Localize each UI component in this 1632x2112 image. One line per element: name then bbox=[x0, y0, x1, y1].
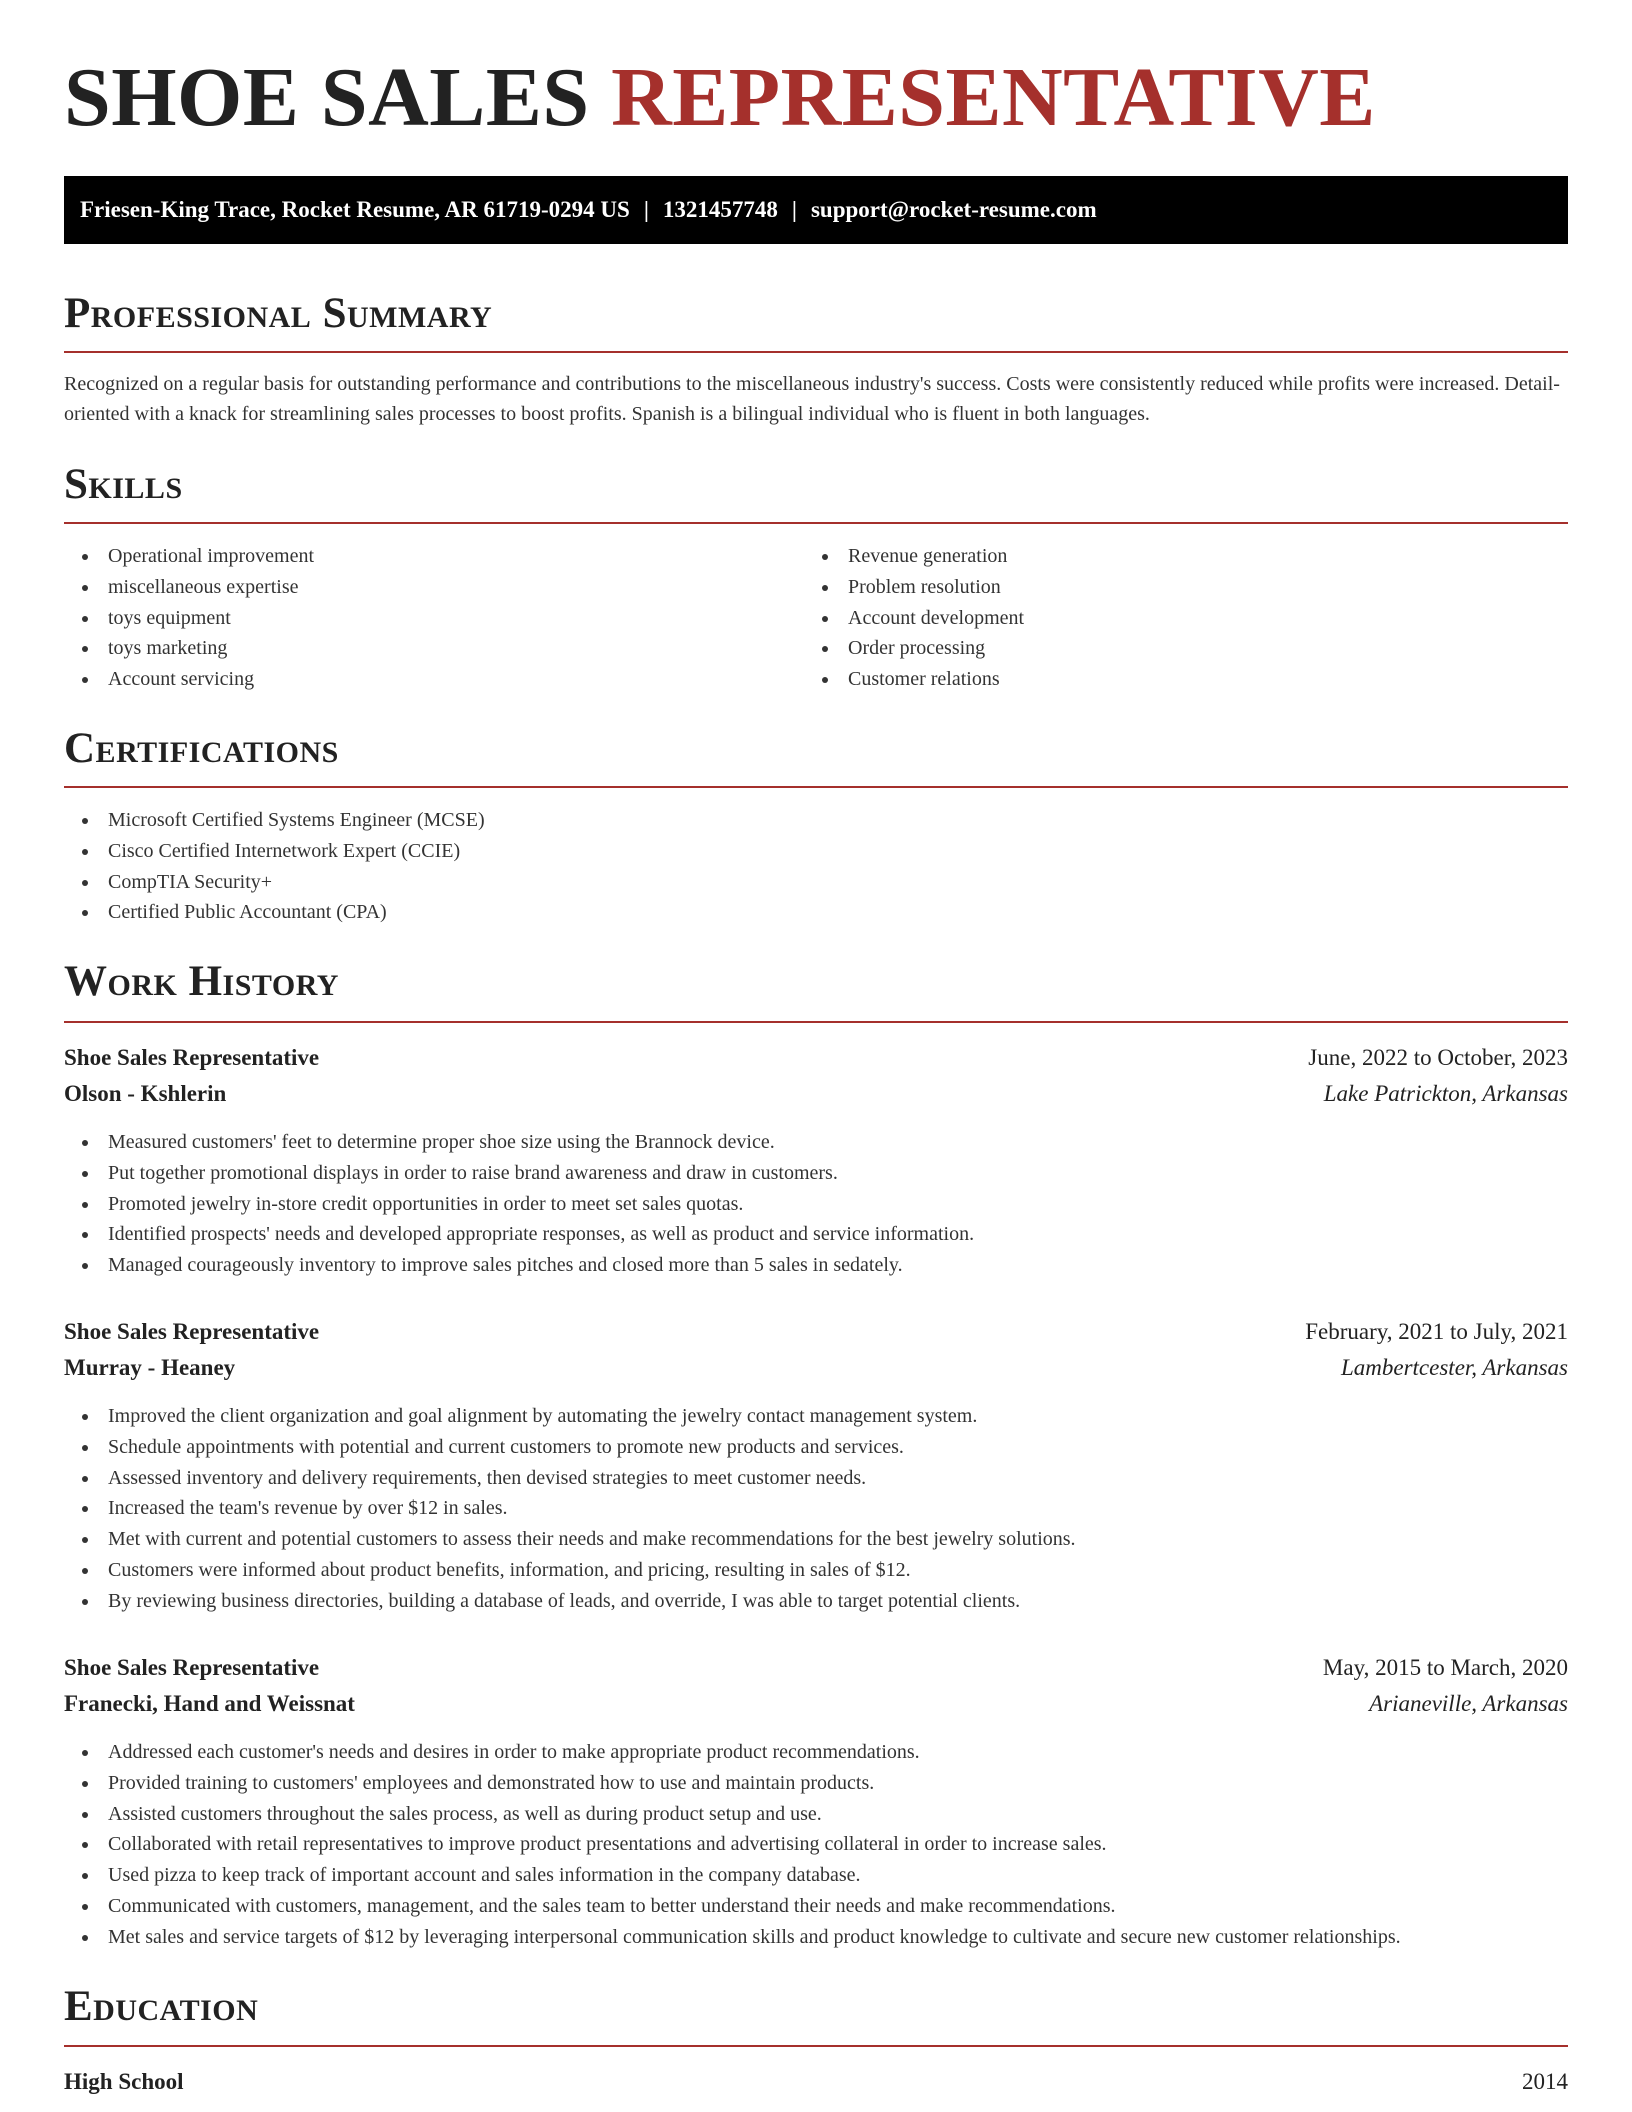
job-location: Lambertcester, Arkansas bbox=[1340, 1355, 1568, 1380]
job-role: Shoe Sales Representative bbox=[64, 1319, 320, 1344]
job-bullet: Identified prospects' needs and developed appropriate responses, as well as product and service information. bbox=[64, 1219, 1568, 1250]
section-divider bbox=[64, 522, 1568, 524]
contact-email[interactable]: support@rocket-resume.com bbox=[810, 197, 1097, 222]
job-location: Arianeville, Arkansas bbox=[1369, 1691, 1568, 1716]
contact-separator: | bbox=[791, 197, 797, 222]
skills-list-left bbox=[64, 541, 804, 695]
skill-item: Operational improvement bbox=[64, 541, 804, 572]
job-bullet: Collaborated with retail representatives to improve product presentations and advertising collateral in order to increase sales. bbox=[64, 1829, 1568, 1860]
job-bullet: Improved the client organization and goal alignment by automating the jewelry contact management system. bbox=[64, 1401, 1568, 1432]
contact-address: Friesen-King Trace, Rocket Resume, AR 61719-0294 US bbox=[80, 197, 630, 222]
certification-item: Certified Public Accountant (CPA) bbox=[64, 897, 1568, 928]
certification-item: Microsoft Certified Systems Engineer (MCSE) bbox=[64, 805, 1568, 836]
section-title-certifications: Certifications bbox=[64, 725, 339, 772]
resume-title bbox=[64, 51, 1376, 144]
title-job-words: SHOE SALES bbox=[64, 51, 590, 144]
job-company: Franecki, Hand and Weissnat bbox=[64, 1691, 355, 1716]
skill-item: Problem resolution bbox=[804, 572, 1544, 603]
job-subheader bbox=[64, 1351, 1568, 1385]
job-company: Olson - Kshlerin bbox=[64, 1081, 227, 1106]
certification-item: CompTIA Security+ bbox=[64, 867, 1568, 898]
skill-item: Customer relations bbox=[804, 664, 1544, 695]
section-title-skills: Skills bbox=[64, 461, 183, 508]
job-header bbox=[64, 1651, 1568, 1685]
education-header bbox=[64, 2065, 1568, 2099]
job-bullet: Put together promotional displays in order to raise brand awareness and draw in customers. bbox=[64, 1158, 1568, 1189]
job-bullet: Met with current and potential customers to assess their needs and make recommendations for the best jewelry solutions. bbox=[64, 1524, 1568, 1555]
skill-item: Order processing bbox=[804, 633, 1544, 664]
education-year: 2014 bbox=[1522, 2069, 1568, 2094]
job-bullet: Managed courageously inventory to improve sales pitches and closed more than 5 sales in sedately. bbox=[64, 1250, 1568, 1281]
job-bullet: By reviewing business directories, building a database of leads, and override, I was able to target potential clients. bbox=[64, 1586, 1568, 1617]
job-bullet: Used pizza to keep track of important account and sales information in the company database. bbox=[64, 1860, 1568, 1891]
section-title-education: Education bbox=[64, 1983, 259, 2030]
section-title-summary: Professional Summary bbox=[64, 290, 493, 337]
job-bullet: Met sales and service targets of $12 by leveraging interpersonal communication skills and product knowledge to cultivate and secure new customer relationships. bbox=[64, 1922, 1568, 1953]
skill-item: miscellaneous expertise bbox=[64, 572, 804, 603]
contact-phone[interactable]: 1321457748 bbox=[662, 197, 778, 222]
job-bullet: Promoted jewelry in-store credit opportunities in order to meet set sales quotas. bbox=[64, 1189, 1568, 1220]
job-bullets bbox=[64, 1401, 1568, 1617]
title-accent-words: REPRESENTATIVE bbox=[611, 51, 1376, 144]
skill-item: toys equipment bbox=[64, 603, 804, 634]
job-bullet: Schedule appointments with potential and current customers to promote new products and services. bbox=[64, 1432, 1568, 1463]
job-subheader bbox=[64, 1687, 1568, 1721]
certification-item: Cisco Certified Internetwork Expert (CCIE) bbox=[64, 836, 1568, 867]
job-bullet: Communicated with customers, management, and the sales team to better understand their needs and make recommendations. bbox=[64, 1891, 1568, 1922]
job-dates: May, 2015 to March, 2020 bbox=[1322, 1655, 1568, 1680]
skill-item: toys marketing bbox=[64, 633, 804, 664]
section-divider bbox=[64, 2045, 1568, 2047]
job-bullet: Assisted customers throughout the sales process, as well as during product setup and use. bbox=[64, 1799, 1568, 1830]
job-bullet: Addressed each customer's needs and desires in order to make appropriate product recommendations. bbox=[64, 1737, 1568, 1768]
job-bullet: Provided training to customers' employees and demonstrated how to use and maintain products. bbox=[64, 1768, 1568, 1799]
job-bullet: Customers were informed about product benefits, information, and pricing, resulting in sales of $12. bbox=[64, 1555, 1568, 1586]
job-bullet: Assessed inventory and delivery requirements, then devised strategies to meet customer needs. bbox=[64, 1463, 1568, 1494]
skills-list-right bbox=[804, 541, 1544, 695]
education-degree: High School bbox=[64, 2069, 184, 2094]
job-role: Shoe Sales Representative bbox=[64, 1045, 320, 1070]
section-divider bbox=[64, 1021, 1568, 1023]
section-title-work-history: Work History bbox=[64, 958, 339, 1005]
contact-separator: | bbox=[643, 197, 649, 222]
job-bullet: Measured customers' feet to determine proper shoe size using the Brannock device. bbox=[64, 1127, 1568, 1158]
job-bullets bbox=[64, 1737, 1568, 1953]
summary-text: Recognized on a regular basis for outstanding performance and contributions to the miscellaneous industry's success. Costs were consistently reduced while profits were increased. Detail-oriented with a knack for streamlining sales processes to boost profits. Spanish is a bilingual individual who is fluent in both languages. bbox=[64, 373, 1560, 425]
job-header bbox=[64, 1041, 1568, 1075]
job-company: Murray - Heaney bbox=[64, 1355, 236, 1380]
section-divider bbox=[64, 786, 1568, 788]
job-location: Lake Patrickton, Arkansas bbox=[1323, 1081, 1568, 1106]
skill-item: Account servicing bbox=[64, 664, 804, 695]
certifications-list bbox=[64, 805, 1568, 928]
contact-bar bbox=[64, 176, 1568, 244]
skill-item: Account development bbox=[804, 603, 1544, 634]
section-divider bbox=[64, 351, 1568, 353]
job-bullet: Increased the team's revenue by over $12 in sales. bbox=[64, 1493, 1568, 1524]
job-dates: February, 2021 to July, 2021 bbox=[1305, 1319, 1568, 1344]
job-role: Shoe Sales Representative bbox=[64, 1655, 320, 1680]
job-bullets bbox=[64, 1127, 1568, 1281]
job-subheader bbox=[64, 1077, 1568, 1111]
job-dates: June, 2022 to October, 2023 bbox=[1308, 1045, 1568, 1070]
job-header bbox=[64, 1315, 1568, 1349]
skill-item: Revenue generation bbox=[804, 541, 1544, 572]
